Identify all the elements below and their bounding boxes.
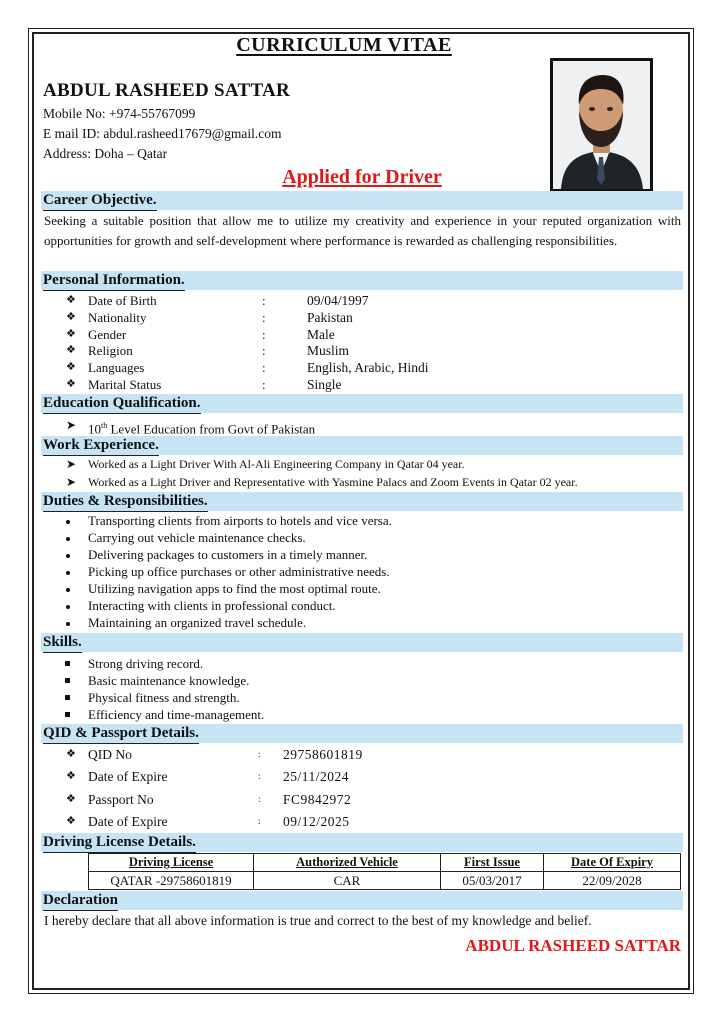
education-item [88,417,315,437]
section-skills: Skills. [41,633,683,652]
qid-value: 09/12/2025 [283,814,350,829]
qid-sep: : [258,749,261,759]
personal-value: Pakistan [307,310,353,325]
qid-value: 29758601819 [283,747,363,762]
personal-label: Religion [88,343,133,358]
personal-sep: : [262,310,266,325]
candidate-name: ABDUL RASHEED SATTAR [43,80,291,101]
bullet-dot-icon [66,520,70,524]
diamond-bullet-icon: ❖ [66,361,76,373]
table-cell: 22/09/2028 [544,872,681,890]
mobile-number: Mobile No: +974-55767099 [43,106,196,121]
signature-name: ABDUL RASHEED SATTAR [465,936,681,955]
work-item: Worked as a Light Driver and Representative with Yasmine Palacs and Zoom Events in Qatar 02 year. [88,475,578,489]
bullet-dot-icon [66,554,70,558]
diamond-bullet-icon: ❖ [66,311,76,323]
section-career-objective: Career Objective. [41,191,683,210]
home-address: Address: Doha – Qatar [43,146,168,161]
work-item: Worked as a Light Driver With Al-Ali Engineering Company in Qatar 04 year. [88,457,465,471]
personal-sep: : [262,293,266,308]
table-header: First Issue [441,854,544,872]
table-header-row [89,854,681,872]
personal-value: Single [307,377,342,392]
personal-value: English, Arabic, Hindi [307,360,429,375]
qid-label: Passport No [88,792,154,807]
education-level: 10 [88,421,101,437]
table-header: Authorized Vehicle [254,854,441,872]
arrow-bullet-icon: ➤ [66,418,77,432]
section-duties-responsibilities: Duties & Responsibilities. [41,492,683,511]
personal-label: Languages [88,360,145,375]
applied-position: Applied for Driver [282,166,442,188]
duty-item: Picking up office purchases or other administrative needs. [88,564,390,579]
square-bullet-icon [65,712,70,717]
declaration-text: I hereby declare that all above information is true and correct to the best of my knowledge and belief. [44,913,592,928]
diamond-bullet-icon: ❖ [66,328,76,340]
duty-item: Maintaining an organized travel schedule. [88,615,307,630]
duty-item: Transporting clients from airports to hotels and vice versa. [88,513,392,528]
diamond-bullet-icon: ❖ [66,344,76,356]
table-header: Date Of Expiry [544,854,681,872]
section-work-experience: Work Experience. [41,436,683,455]
personal-label: Nationality [88,310,147,325]
table-row [89,872,681,890]
diamond-bullet-icon: ❖ [66,793,76,805]
duty-item: Utilizing navigation apps to find the most optimal route. [88,581,381,596]
qid-sep: : [258,794,261,804]
qid-sep: : [258,816,261,826]
square-bullet-icon [65,695,70,700]
bullet-dot-icon [66,571,70,575]
bullet-dot-icon [66,605,70,609]
duty-item: Delivering packages to customers in a timely manner. [88,547,368,562]
personal-label: Gender [88,327,127,342]
diamond-bullet-icon: ❖ [66,748,76,760]
personal-value: Muslim [307,343,350,358]
section-declaration: Declaration [41,891,683,910]
section-personal-information: Personal Information. [41,271,683,290]
section-qid-passport: QID & Passport Details. [41,724,683,743]
duty-item: Carrying out vehicle maintenance checks. [88,530,306,545]
table-header: Driving License [89,854,254,872]
diamond-bullet-icon: ❖ [66,378,76,390]
education-text: Level Education from Govt of Pakistan [107,421,316,437]
personal-label: Date of Birth [88,293,157,308]
personal-value: 09/04/1997 [307,293,369,308]
personal-value: Male [307,327,335,342]
arrow-bullet-icon: ➤ [66,457,77,471]
section-driving-license: Driving License Details. [41,833,683,852]
table-cell: CAR [254,872,441,890]
personal-sep: : [262,377,266,392]
skill-item: Physical fitness and strength. [88,690,240,705]
section-education-qualification: Education Qualification. [41,394,683,413]
bullet-dot-icon [66,588,70,592]
table-cell: QATAR -29758601819 [89,872,254,890]
qid-sep: : [258,771,261,781]
career-objective-text: Seeking a suitable position that allow me to utilize my creativity and experience in your reputed organization with opportunities for growth and self-development where performance is rewarded as challenging responsibilities. [44,213,681,248]
bullet-dot-icon [66,622,70,626]
driving-license-table [88,853,681,890]
qid-value: FC9842972 [283,792,352,807]
email-address: E mail ID: abdul.rasheed17679@gmail.com [43,126,282,141]
bullet-dot-icon [66,537,70,541]
personal-sep: : [262,327,266,342]
qid-value: 25/11/2024 [283,769,350,784]
table-cell: 05/03/2017 [441,872,544,890]
cv-title: CURRICULUM VITAE [236,34,452,56]
personal-label: Marital Status [88,377,162,392]
arrow-bullet-icon: ➤ [66,475,77,489]
qid-label: Date of Expire [88,769,168,784]
personal-sep: : [262,343,266,358]
personal-sep: : [262,360,266,375]
qid-label: Date of Expire [88,814,168,829]
diamond-bullet-icon: ❖ [66,294,76,306]
skill-item: Strong driving record. [88,656,204,671]
diamond-bullet-icon: ❖ [66,770,76,782]
diamond-bullet-icon: ❖ [66,815,76,827]
duty-item: Interacting with clients in professional conduct. [88,598,336,613]
square-bullet-icon [65,678,70,683]
qid-label: QID No [88,747,132,762]
skill-item: Efficiency and time-management. [88,707,265,722]
education-superscript: th [101,421,108,430]
square-bullet-icon [65,661,70,666]
skill-item: Basic maintenance knowledge. [88,673,250,688]
